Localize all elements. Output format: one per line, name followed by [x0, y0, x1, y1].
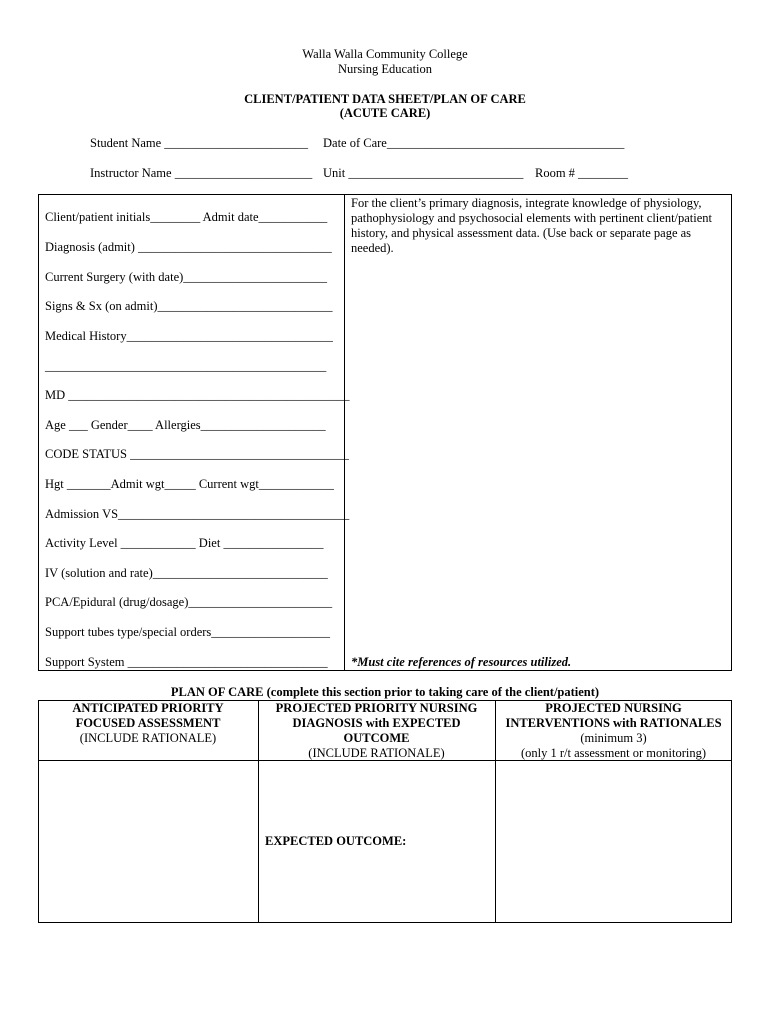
client-data-field[interactable]: Medical History_________________________________	[45, 329, 333, 343]
client-data-divider	[344, 194, 345, 671]
col2-header-line4: (INCLUDE RATIONALE)	[308, 746, 445, 760]
col2-header-line3: OUTCOME	[343, 731, 410, 745]
instructions-text: For the client’s primary diagnosis, integrate knowledge of physiology, pathophysiology and psychosocial elements with pertinent client/patient history, and physical assessment data. (Use back or separate page as needed).	[351, 196, 713, 255]
col3-header-line4: (only 1 r/t assessment or monitoring)	[520, 746, 707, 760]
expected-outcome-label: EXPECTED OUTCOME:	[265, 834, 407, 848]
client-data-field[interactable]: PCA/Epidural (drug/dosage)_______________________	[45, 595, 333, 609]
room-field[interactable]: Room # ________	[535, 166, 629, 180]
client-data-field[interactable]: Client/patient initials________ Admit date___________	[45, 210, 328, 224]
page-title: CLIENT/PATIENT DATA SHEET/PLAN OF CARE	[244, 92, 526, 106]
client-data-field[interactable]: IV (solution and rate)____________________________	[45, 566, 328, 580]
col2-header-line1: PROJECTED PRIORITY NURSING	[275, 701, 478, 715]
client-data-field[interactable]: Support System ________________________________	[45, 655, 328, 669]
client-data-field[interactable]: Diagnosis (admit) _______________________________	[45, 240, 332, 254]
assessment-cell[interactable]	[39, 761, 257, 922]
client-data-field[interactable]: Signs & Sx (on admit)____________________________	[45, 299, 333, 313]
college-name: Walla Walla Community College	[302, 47, 468, 61]
col3-header-line1: PROJECTED NURSING	[545, 701, 682, 715]
col3-header-line2: INTERVENTIONS with RATIONALES	[505, 716, 722, 730]
client-data-field[interactable]: CODE STATUS ___________________________________	[45, 447, 349, 461]
client-data-field[interactable]: MD _____________________________________________	[45, 388, 350, 402]
client-data-field[interactable]: Activity Level ____________ Diet ________________	[45, 536, 324, 550]
col3-header-line3: (minimum 3)	[580, 731, 647, 745]
department-name: Nursing Education	[337, 62, 433, 76]
interventions-cell[interactable]	[496, 761, 731, 922]
student-name-field[interactable]: Student Name _______________________	[90, 136, 309, 150]
client-data-field[interactable]: Age ___ Gender____ Allergies____________________	[45, 418, 326, 432]
date-of-care-field[interactable]: Date of Care______________________________________	[323, 136, 625, 150]
page-subtitle: (ACUTE CARE)	[339, 106, 431, 120]
client-data-field[interactable]: Admission VS_____________________________________	[45, 507, 350, 521]
client-data-field[interactable]: _____________________________________________	[45, 359, 327, 373]
plan-of-care-title: PLAN OF CARE (complete this section prior to taking care of the client/patient)	[170, 685, 600, 699]
col1-header-line3: (INCLUDE RATIONALE)	[79, 731, 217, 745]
client-data-field[interactable]: Current Surgery (with date)_______________________	[45, 270, 328, 284]
client-data-field[interactable]: Hgt _______Admit wgt_____ Current wgt____________	[45, 477, 334, 491]
unit-field[interactable]: Unit ____________________________	[323, 166, 524, 180]
col1-header-line2: FOCUSED ASSESSMENT	[75, 716, 221, 730]
references-footnote: *Must cite references of resources utilized.	[351, 655, 572, 669]
client-data-field[interactable]: Support tubes type/special orders___________________	[45, 625, 331, 639]
col2-header-line2: DIAGNOSIS with EXPECTED	[292, 716, 461, 730]
col1-header-line1: ANTICIPATED PRIORITY	[72, 701, 224, 715]
instructor-name-field[interactable]: Instructor Name ______________________	[90, 166, 313, 180]
